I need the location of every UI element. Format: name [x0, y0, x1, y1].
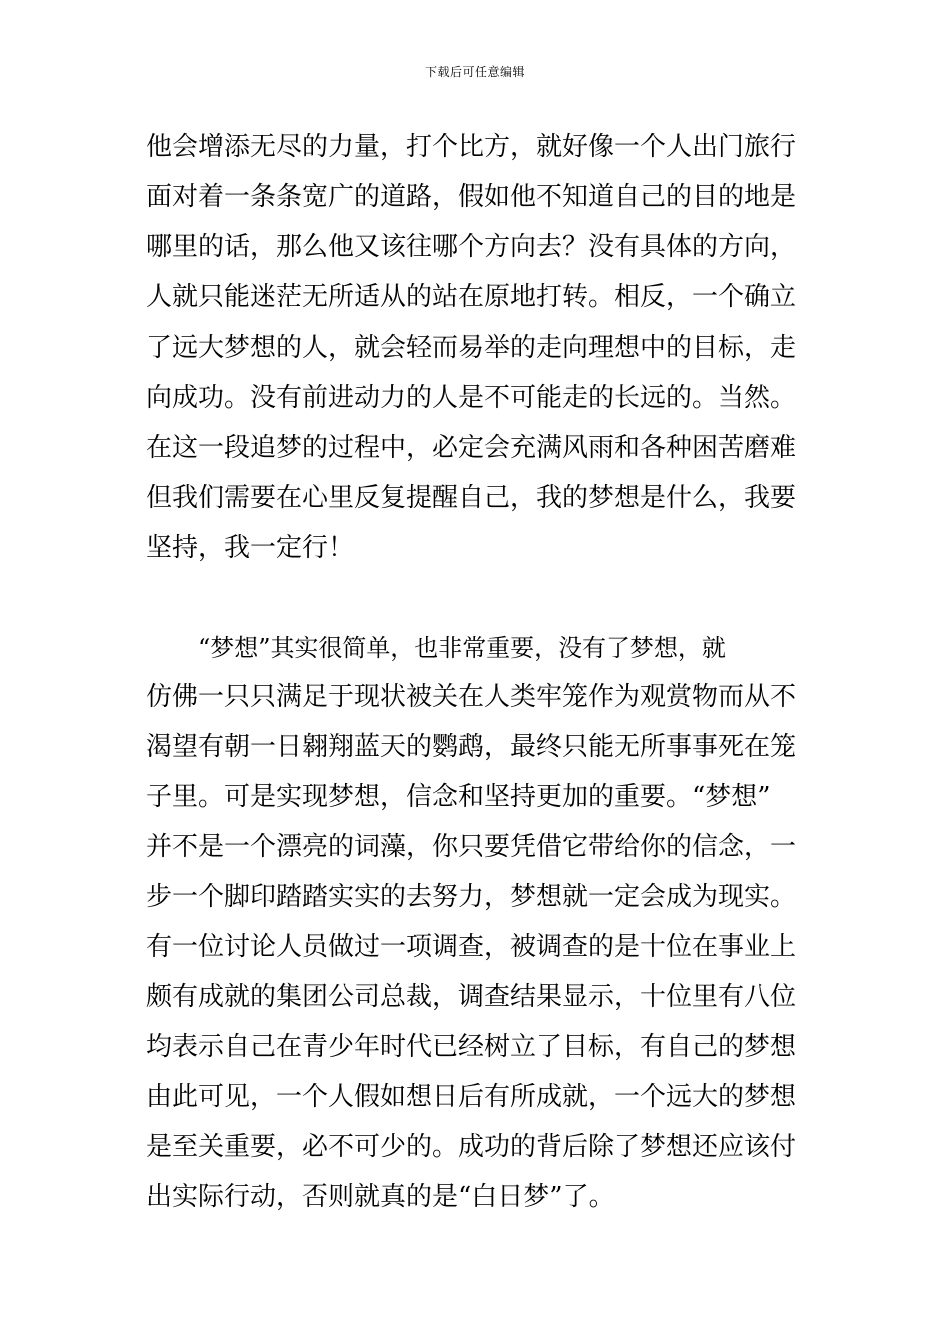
paragraph-line: 人就只能迷茫无所适从的站在原地打转。相反，一个确立 [146, 282, 797, 312]
paragraph-line: 渴望有朝一日翱翔蓝天的鹦鹉，最终只能无所事事死在笼 [146, 732, 797, 762]
paragraph-line: 并不是一个漂亮的词藻，你只要凭借它带给你的信念，一 [146, 832, 797, 862]
paragraph-line: 向成功。没有前进动力的人是不可能走的长远的。当然。 [146, 383, 797, 413]
paragraph-line: 哪里的话，那么他又该往哪个方向去？没有具体的方向， [146, 232, 797, 262]
page-header: 下载后可任意编辑 [424, 65, 525, 79]
paragraph-line: “梦想”其实很简单，也非常重要，没有了梦想，就 [198, 634, 726, 662]
paragraph-line: 在这一段追梦的过程中，必定会充满风雨和各种困苦磨难 [146, 433, 797, 463]
paragraph-line: 是至关重要，必不可少的。成功的背后除了梦想还应该付 [146, 1132, 797, 1162]
paragraph-line: 出实际行动，否则就真的是“白日梦”了。 [146, 1182, 615, 1212]
paragraph-line: 步一个脚印踏踏实实的去努力，梦想就一定会成为现实。 [146, 882, 797, 912]
paragraph-line: 均表示自己在青少年时代已经树立了目标，有自己的梦想 [146, 1032, 797, 1062]
paragraph-line: 子里。可是实现梦想，信念和坚持更加的重要。“梦想” [146, 782, 771, 812]
paragraph-line: 面对着一条条宽广的道路，假如他不知道自己的目的地是 [146, 182, 797, 212]
paragraph-line: 有一位讨论人员做过一项调查，被调查的是十位在事业上 [146, 932, 797, 962]
paragraph-line: 由此可见，一个人假如想日后有所成就，一个远大的梦想 [146, 1082, 797, 1112]
paragraph-line: 他会增添无尽的力量，打个比方，就好像一个人出门旅行 [146, 132, 797, 162]
paragraph-line: 仿佛一只只满足于现状被关在人类牢笼作为观赏物而从不 [146, 682, 797, 712]
paragraph-line: 坚持，我一定行！ [146, 533, 355, 563]
paragraph-line: 颇有成就的集团公司总裁，调查结果显示，十位里有八位 [146, 982, 797, 1012]
paragraph-line: 了远大梦想的人，就会轻而易举的走向理想中的目标，走 [146, 333, 797, 363]
paragraph-line: 但我们需要在心里反复提醒自己，我的梦想是什么，我要 [146, 483, 797, 513]
